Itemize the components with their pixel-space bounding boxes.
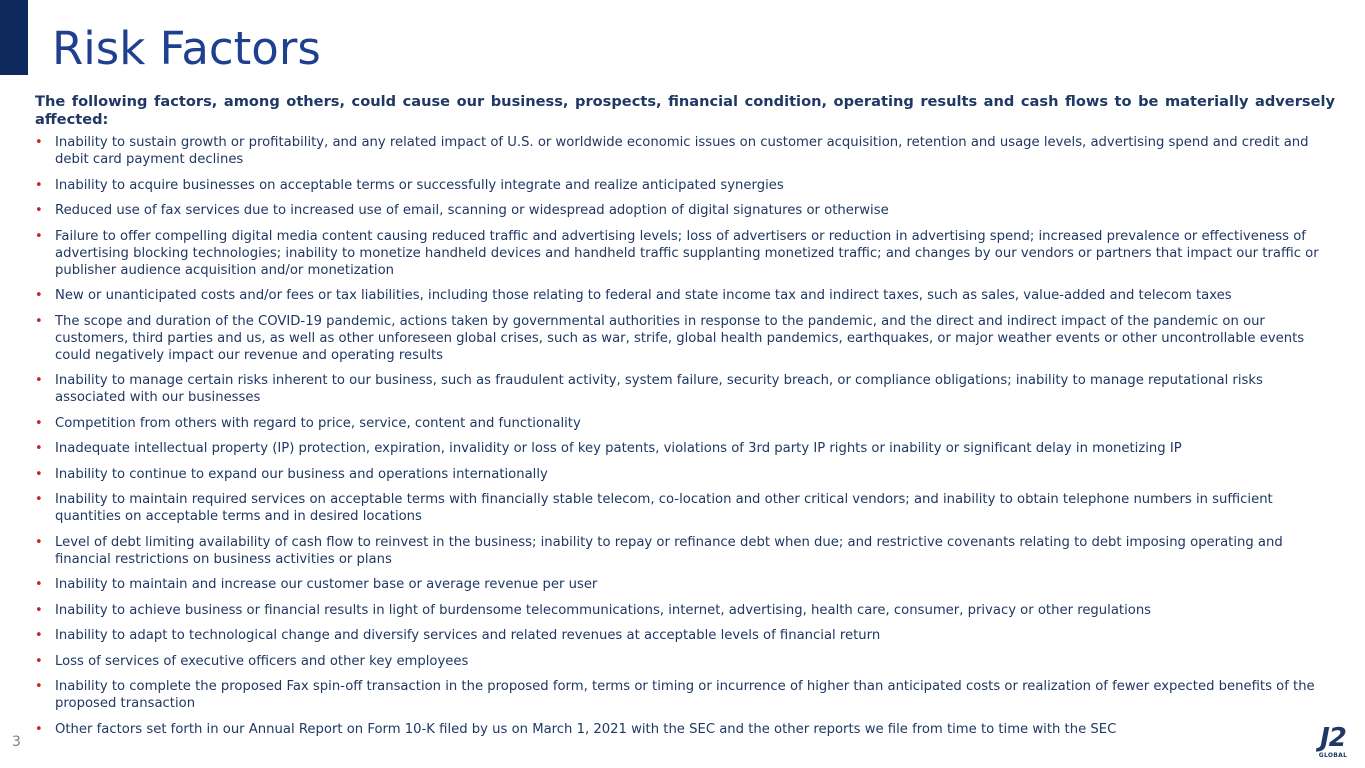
list-item: [35, 313, 1335, 364]
list-item: [35, 491, 1335, 525]
page-title: Risk Factors: [52, 22, 321, 75]
list-item: [35, 415, 1335, 432]
logo-mark: J2: [1320, 723, 1346, 753]
risk-text: Inability to sustain growth or profitability, and any related impact of U.S. or worldwide economic issues on customer acquisition, retention and usage levels, advertising spend and credit and debit card payment declines: [55, 135, 1309, 167]
risk-factors-list: [35, 134, 1335, 738]
list-item: [35, 653, 1335, 670]
bullet-icon: •: [35, 466, 43, 482]
risk-text: New or unanticipated costs and/or fees or tax liabilities, including those relating to federal and state income tax and indirect taxes, such as sales, value-added and telecom taxes: [55, 288, 1232, 303]
risk-text: Loss of services of executive officers and other key employees: [55, 653, 469, 669]
bullet-icon: •: [35, 228, 43, 244]
bullet-icon: •: [35, 288, 43, 303]
list-item: [35, 678, 1335, 712]
risk-text: Inability to maintain required services on acceptable terms with financially stable telecom, co-location and other critical vendors; and inability to obtain telephone numbers in sufficient quantities on acceptable terms and in desired locations: [55, 492, 1273, 524]
risk-text: Inability to manage certain risks inherent to our business, such as fraudulent activity, system failure, security breach, or compliance obligations; inability to manage reputational risks associated with our businesses: [55, 373, 1263, 405]
list-item: [35, 602, 1335, 619]
risk-text: Reduced use of fax services due to increased use of email, scanning or widespread adoption of digital signatures or otherwise: [55, 203, 889, 218]
j2-global-logo: [1313, 724, 1353, 760]
bullet-icon: •: [35, 602, 43, 618]
risk-text: Inability to maintain and increase our customer base or average revenue per user: [55, 577, 598, 592]
list-item: [35, 134, 1335, 168]
logo-subtitle: GLOBAL: [1318, 752, 1348, 759]
bullet-icon: •: [35, 203, 43, 218]
list-item: [35, 372, 1335, 406]
risk-text: Competition from others with regard to price, service, content and functionality: [55, 415, 581, 431]
list-item: [35, 576, 1335, 593]
risk-text: Inability to continue to expand our business and operations internationally: [55, 466, 548, 482]
bullet-icon: •: [35, 373, 43, 388]
list-item: [35, 287, 1335, 304]
list-item: [35, 466, 1335, 483]
intro-text: The following factors, among others, could cause our business, prospects, financial condition, operating results and cash flows to be materially adversely affected:: [35, 93, 1335, 128]
list-item: [35, 440, 1335, 457]
risk-text: Inability to complete the proposed Fax spin-off transaction in the proposed form, terms or timing or incurrence of higher than anticipated costs or realization of fewer expected benefits of the proposed transaction: [55, 679, 1315, 711]
risk-text: Inability to adapt to technological change and diversify services and related revenues at acceptable levels of financial return: [55, 628, 881, 643]
list-item: [35, 177, 1335, 194]
bullet-icon: •: [35, 135, 43, 150]
risk-text: Inability to acquire businesses on acceptable terms or successfully integrate and realize anticipated synergies: [55, 177, 784, 193]
risk-text: The scope and duration of the COVID-19 pandemic, actions taken by governmental authorities in response to the pandemic, and the direct and indirect impact of the pandemic on our customers, third parties and us, as well as other unforeseen global crises, such as war, strife, global health pandemics, earthquakes, or major weather events or other uncontrollable events could negatively impact our revenue and operating results: [55, 313, 1305, 363]
risk-text: Level of debt limiting availability of cash flow to reinvest in the business; inability to repay or refinance debt when due; and restrictive covenants relating to debt imposing operating and financial restrictions on business activities or plans: [55, 534, 1283, 567]
risk-text: Inability to achieve business or financial results in light of burdensome telecommunications, internet, advertising, health care, consumer, privacy or other regulations: [55, 602, 1152, 618]
slide-content: [35, 93, 1335, 746]
list-item: [35, 627, 1335, 644]
list-item: [35, 534, 1335, 568]
list-item: [35, 721, 1335, 738]
page-number: 3: [12, 734, 21, 750]
risk-text: Inadequate intellectual property (IP) protection, expiration, invalidity or loss of key patents, violations of 3rd party IP rights or inability or significant delay in monetizing IP: [55, 441, 1182, 456]
bullet-icon: •: [35, 721, 43, 737]
bullet-icon: •: [35, 679, 43, 694]
bullet-icon: •: [35, 534, 43, 550]
list-item: [35, 202, 1335, 219]
bullet-icon: •: [35, 177, 43, 193]
bullet-icon: •: [35, 415, 43, 431]
bullet-icon: •: [35, 628, 43, 643]
bullet-icon: •: [35, 441, 43, 456]
bullet-icon: •: [35, 577, 43, 592]
bullet-icon: •: [35, 492, 43, 507]
bullet-icon: •: [35, 653, 43, 669]
bullet-icon: •: [35, 313, 43, 329]
list-item: [35, 228, 1335, 279]
risk-text: Other factors set forth in our Annual Report on Form 10-K filed by us on March 1, 2021 with the SEC and the other reports we file from time to time with the SEC: [55, 721, 1117, 737]
risk-text: Failure to offer compelling digital media content causing reduced traffic and advertising levels; loss of advertisers or reduction in advertising spend; increased prevalence or effectiveness of advertising blocking technologies; inability to monetize handheld devices and handheld traffic supplanting monetized traffic; and changes by our vendors or partners that impact our traffic or publisher audience acquisition and/or monetization: [55, 228, 1319, 278]
title-accent-bar: [0, 0, 28, 75]
